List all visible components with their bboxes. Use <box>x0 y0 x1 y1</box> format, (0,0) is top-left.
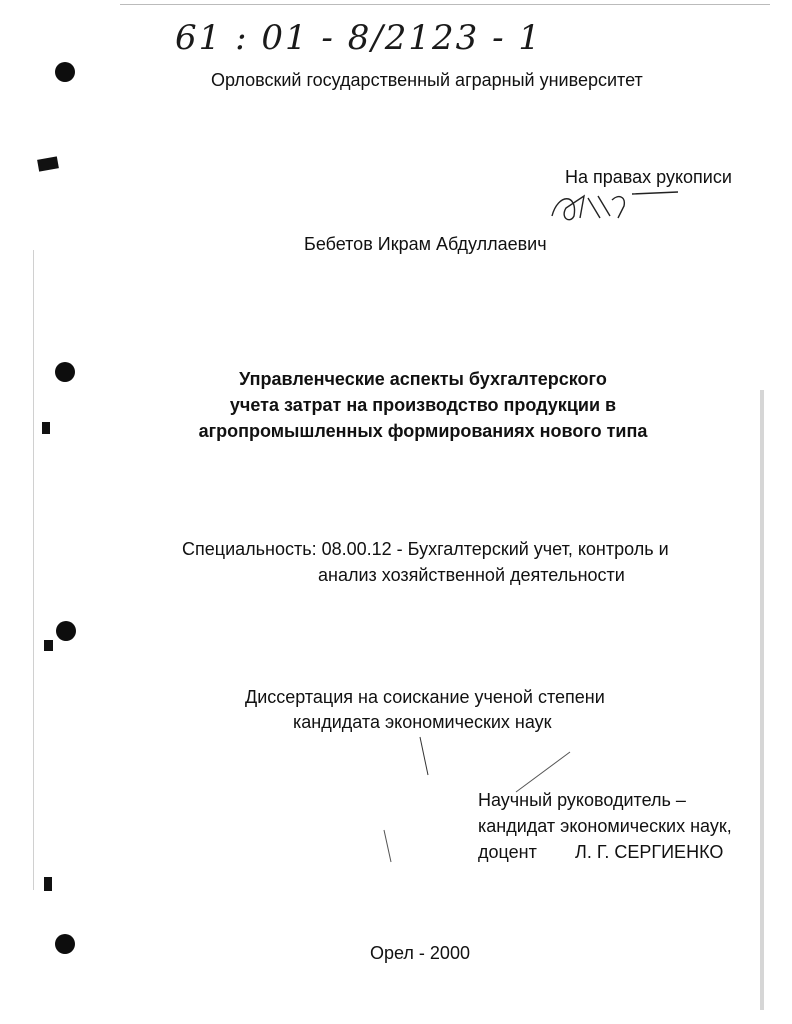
rights-note: На правах рукописи <box>565 167 732 187</box>
university-name: Орловский государственный аграрный университет <box>211 70 643 90</box>
author-name: Бебетов Икрам Абдуллаевич <box>304 234 547 254</box>
city-year: Орел - 2000 <box>370 943 470 963</box>
supervisor-line-2: кандидат экономических наук, <box>478 816 732 836</box>
title-line-1: Управленческие аспекты бухгалтерского <box>239 369 607 389</box>
supervisor-name: Л. Г. СЕРГИЕНКО <box>575 842 724 862</box>
archive-code: 61 : 01 - 8/2123 - 1 <box>175 18 543 58</box>
dissertation-line-1: Диссертация на соискание ученой степени <box>245 687 605 707</box>
supervisor-line-1: Научный руководитель – <box>478 790 686 810</box>
title-line-2: учета затрат на производство продукции в <box>229 395 617 415</box>
supervisor-position: доцент <box>478 842 537 862</box>
speciality-line-1: Специальность: 08.00.12 - Бухгалтерский учет, контроль и <box>182 539 669 559</box>
speciality-line-2: анализ хозяйственной деятельности <box>318 565 625 585</box>
dissertation-line-2: кандидата экономических наук <box>293 712 552 732</box>
title-line-3: агропромышленных формированиях нового типа <box>198 421 648 441</box>
